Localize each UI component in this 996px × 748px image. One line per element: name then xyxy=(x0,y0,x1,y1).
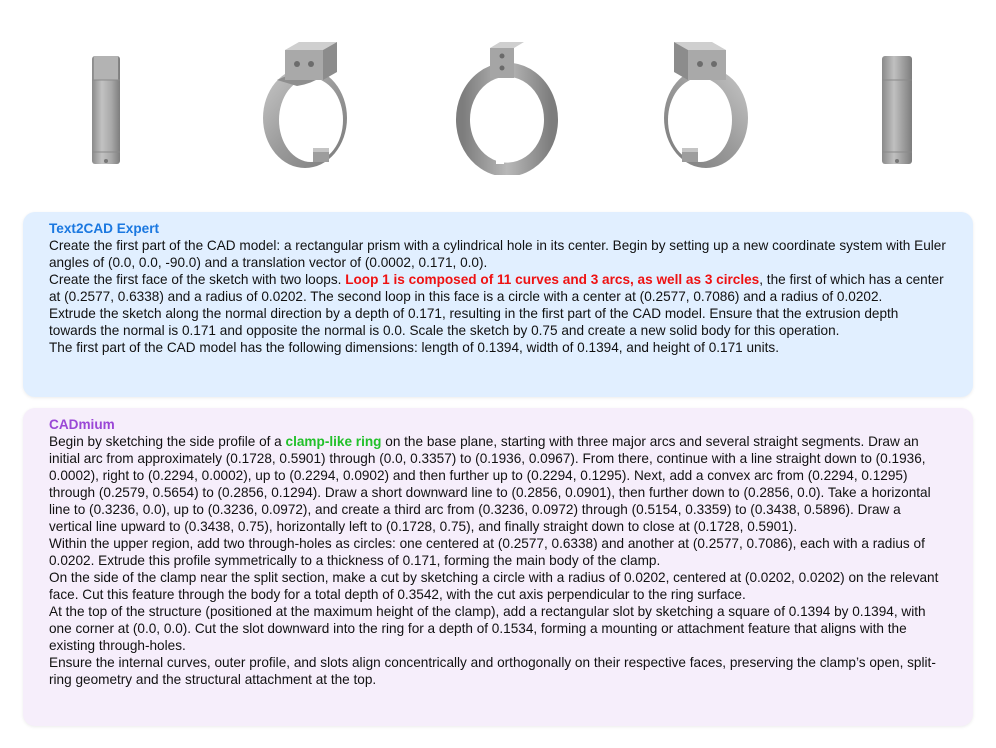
expert-paragraph-4: The first part of the CAD model has the following dimensions: length of 0.1394, width of 0.1394, and height of 0.171 units. xyxy=(49,340,779,355)
expert-title: Text2CAD Expert xyxy=(49,221,160,236)
front-view-render xyxy=(26,40,186,175)
text2cad-expert-panel xyxy=(23,212,973,397)
cadmium-p1-rest: on the base plane, starting with three major arcs and several straight segments. Draw an initial arc from approximately (0.1728, 0.5901) through (0.0, 0.3357) to (0.1936, 0.0967). From there, continue with a line straight down to (0.1936, 0.0002), right to (0.2294, 0.0002), up to (0.2294, 0.0902) and then further up to (0.2294, 0.1295). Next, add a convex arc from (0.2294, 0.1295) through (0.2579, 0.5654) to (0.2856, 0.1294). Draw a short downward line to (0.2856, 0.0901), then further down to (0.2856, 0.0). Take a horizontal line to (0.3236, 0.0), up to (0.3236, 0.0972), and create a third arc from (0.3236, 0.0972) through (0.5154, 0.3359) to (0.3438, 0.5896). Draw a vertical line upward to (0.3438, 0.75), horizontally left to (0.1728, 0.75), and finally straight down to close at (0.1728, 0.5901). xyxy=(49,434,931,534)
expert-paragraph-1: Create the first part of the CAD model: a rectangular prism with a cylindrical hole in its center. Begin by setting up a new coordinate system with Euler angles of (0.0, 0.0, -90.0) and a translation vector of (0.0002, 0.171, 0.0). xyxy=(49,238,946,270)
cadmium-panel xyxy=(23,408,973,726)
cadmium-title: CADmium xyxy=(49,417,115,432)
cadmium-p1-text: Begin by sketching the side profile of a xyxy=(49,434,286,449)
expert-p2-text: Create the first face of the sketch with two loops. xyxy=(49,272,346,287)
expert-highlight: Loop 1 is composed of 11 curves and 3 arcs, as well as 3 circles xyxy=(345,272,760,287)
iso-right-view-render xyxy=(624,40,784,175)
side-view-render xyxy=(818,40,978,175)
back-view-render xyxy=(422,40,582,175)
cadmium-paragraph-4: At the top of the structure (positioned at the maximum height of the clamp), add a rectangular slot by sketching a square of 0.1394 by 0.1394, with one corner at (0.0, 0.0). Cut the slot downward into the ring for a depth of 0.1534, forming a mounting or attachment feature that aligns with the existing through-holes. xyxy=(49,604,926,653)
cadmium-paragraph-1 xyxy=(49,433,947,535)
cadmium-highlight: clamp-like ring xyxy=(285,434,382,449)
cadmium-paragraph-5: Ensure the internal curves, outer profile, and slots align concentrically and orthogonally on their respective faces, preserving the clamp’s open, split-ring geometry and the structural attachment at the top. xyxy=(49,655,936,687)
cad-render-strip xyxy=(0,0,996,205)
expert-paragraph-2 xyxy=(49,271,947,305)
cadmium-paragraph-3: On the side of the clamp near the split section, make a cut by sketching a circle with a radius of 0.0202, centered at (0.0202, 0.0202) on the relevant face. Cut this feature through the body for a total depth of 0.3542, with the cut axis perpendicular to the ring surface. xyxy=(49,570,939,602)
expert-p2-rest: , the first of which has a center at (0.2577, 0.6338) and a radius of 0.0202. The second loop in this face is a circle with a center at (0.2577, 0.7086) and a radius of 0.0202. xyxy=(49,272,944,304)
cadmium-paragraph-2: Within the upper region, add two through-holes as circles: one centered at (0.2577, 0.6338) and another at (0.2577, 0.7086), each with a radius of 0.0202. Extrude this profile symmetrically to a thickness of 0.171, forming the main body of the clamp. xyxy=(49,536,925,568)
expert-paragraph-3: Extrude the sketch along the normal direction by a depth of 0.171, resulting in the first part of the CAD model. Ensure that the extrusion depth towards the normal is 0.171 and opposite the normal is 0.0. Scale the sketch by 0.75 and create a new solid body for this operation. xyxy=(49,306,899,338)
iso-left-view-render xyxy=(227,40,387,175)
